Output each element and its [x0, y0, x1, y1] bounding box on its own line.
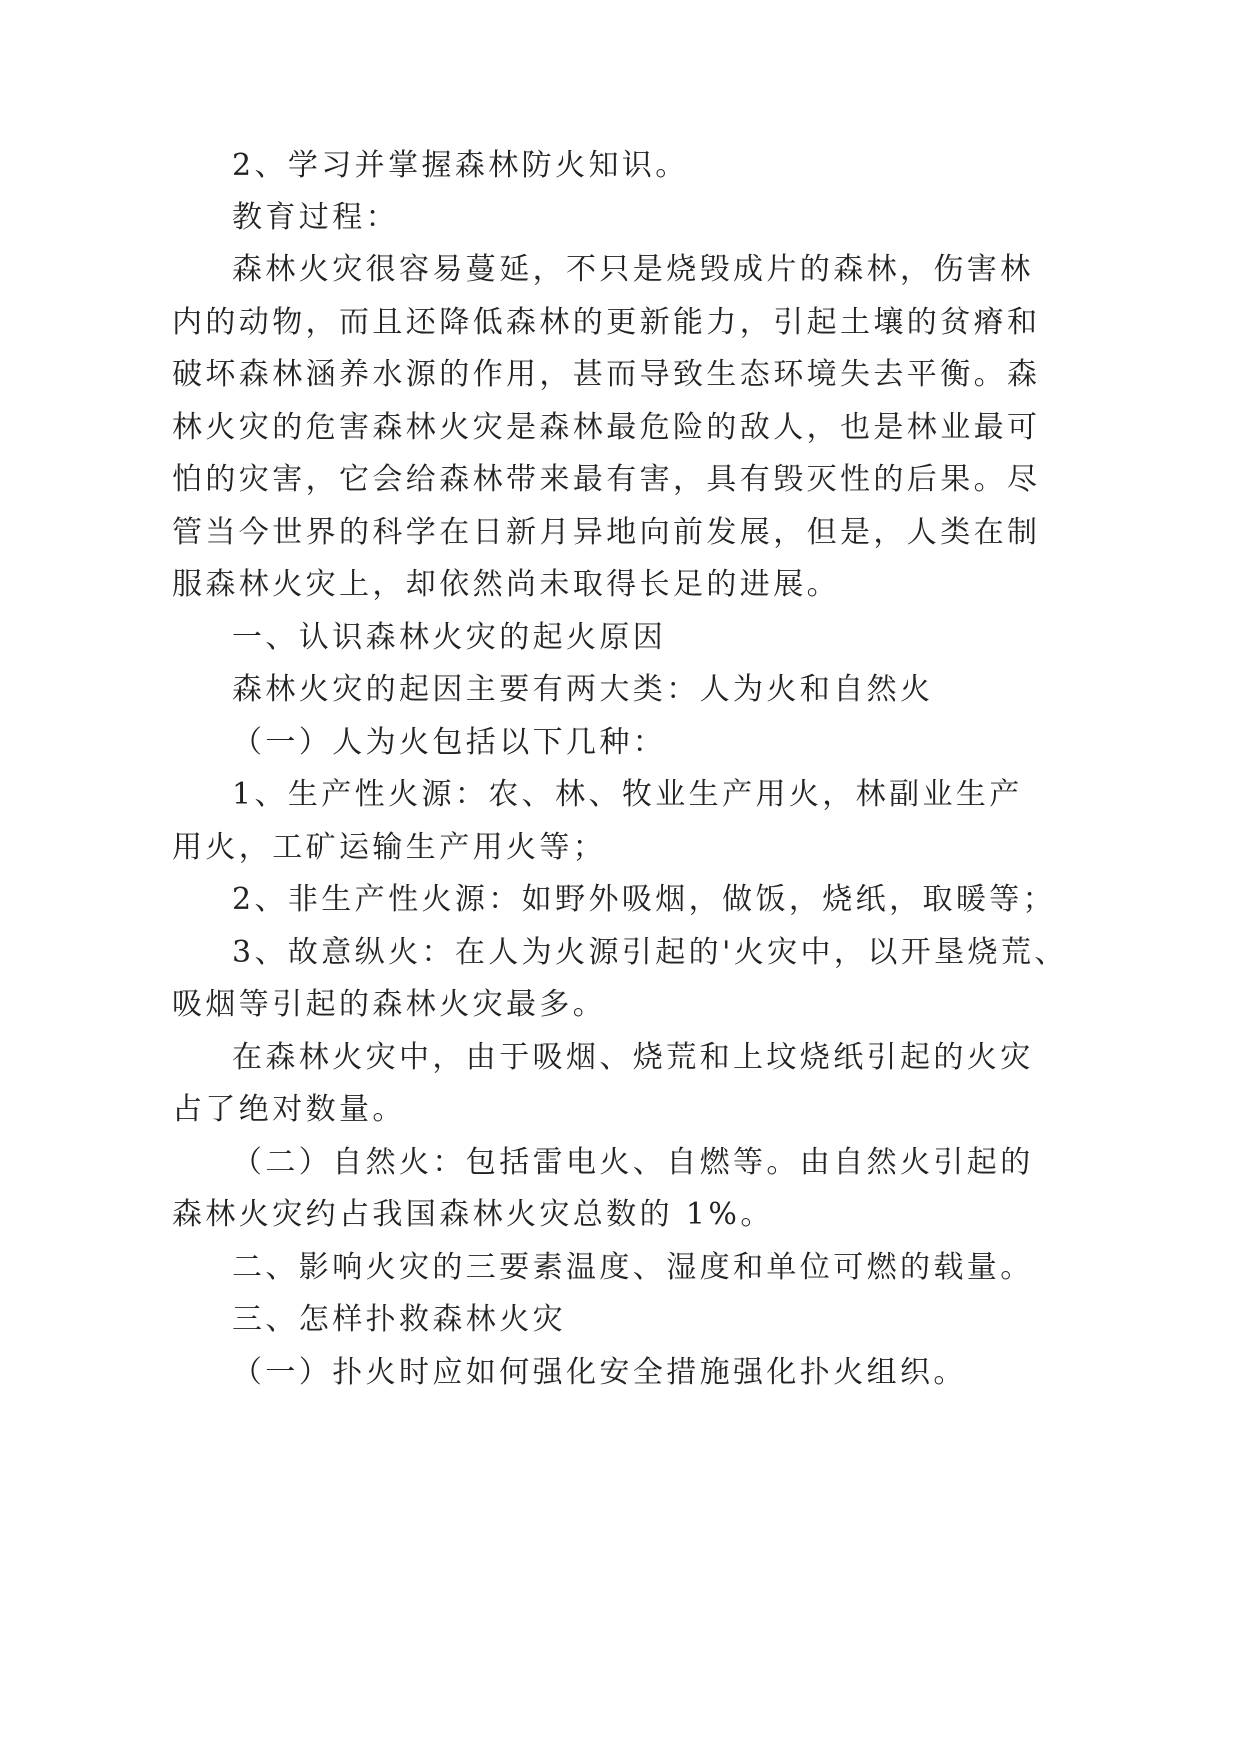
text-line: 占了绝对数量。: [172, 1092, 406, 1127]
text-line: 服森林火灾上，却依然尚未取得长足的进展。: [172, 567, 840, 602]
text-line: 1、生产性火源：农、林、牧业生产用火，林副业生产: [232, 777, 1023, 812]
text-line: 在森林火灾中，由于吸烟、烧荒和上坟烧纸引起的火灾: [232, 1040, 1034, 1075]
text-line: （二）自然火：包括雷电火、自燃等。由自然火引起的: [232, 1145, 1034, 1180]
text-line: 破坏森林涵养水源的作用，甚而导致生态环境失去平衡。森: [172, 357, 1041, 392]
text-line: 三、怎样扑救森林火灾: [232, 1302, 566, 1337]
text-line: 2、学习并掌握森林防火知识。: [232, 148, 689, 183]
text-line: 森林火灾约占我国森林火灾总数的 1%。: [172, 1197, 774, 1232]
text-line: （一）扑火时应如何强化安全措施强化扑火组织。: [232, 1355, 967, 1390]
text-line: 一、认识森林火灾的起火原因: [232, 620, 667, 655]
text-line: （一）人为火包括以下几种：: [232, 725, 667, 760]
text-line: 吸烟等引起的森林火灾最多。: [172, 987, 607, 1022]
text-line: 管当今世界的科学在日新月异地向前发展，但是，人类在制: [172, 515, 1041, 550]
text-line: 内的动物，而且还降低森林的更新能力，引起土壤的贫瘠和: [172, 305, 1041, 340]
text-line: 二、影响火灾的三要素温度、湿度和单位可燃的载量。: [232, 1250, 1034, 1285]
text-line: 森林火灾的起因主要有两大类：人为火和自然火: [232, 672, 934, 707]
text-line: 3、故意纵火：在人为火源引起的'火灾中，以开垦烧荒、: [232, 935, 1068, 970]
text-line: 2、非生产性火源：如野外吸烟，做饭，烧纸，取暖等；: [232, 882, 1057, 917]
text-line: 用火，工矿运输生产用火等；: [172, 830, 607, 865]
text-line: 森林火灾很容易蔓延，不只是烧毁成片的森林，伤害林: [232, 252, 1034, 287]
text-line: 怕的灾害，它会给森林带来最有害，具有毁灭性的后果。尽: [172, 462, 1041, 497]
text-line: 教育过程：: [232, 200, 399, 235]
text-line: 林火灾的危害森林火灾是森林最危险的敌人，也是林业最可: [172, 410, 1041, 445]
